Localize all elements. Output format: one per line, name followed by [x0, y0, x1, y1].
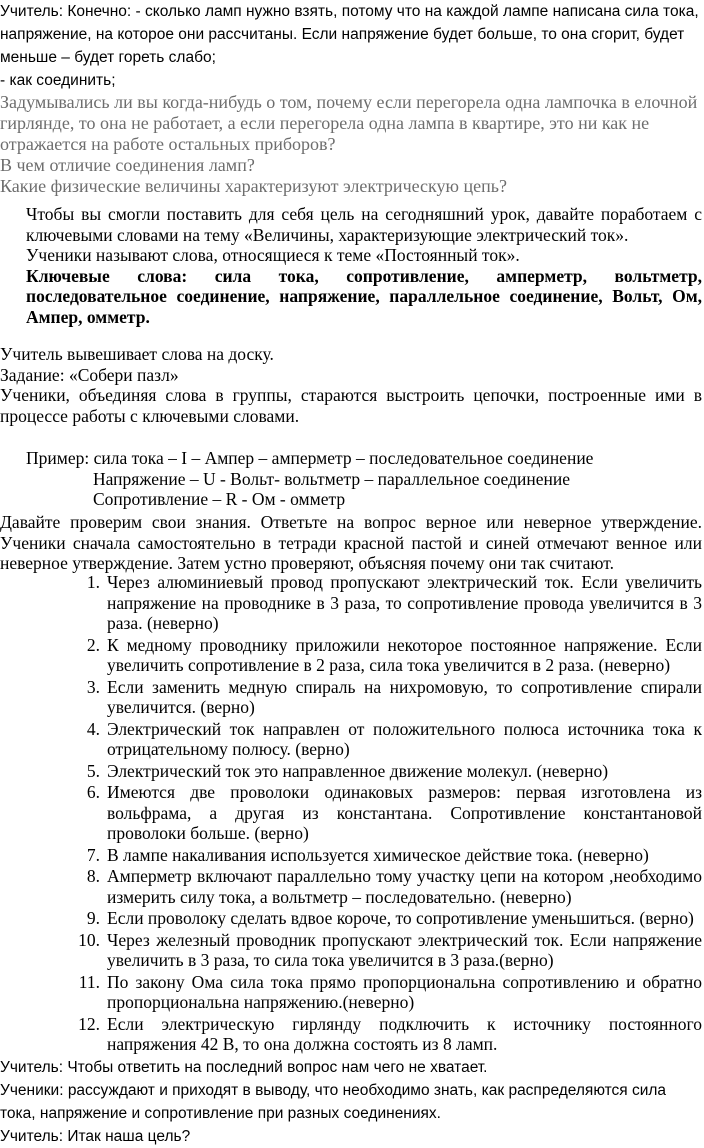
students-paragraph: Ученики называют слова, относящиеся к теме «Постоянный ток».	[26, 245, 520, 265]
statement-item	[0, 972, 704, 1013]
task-block	[0, 344, 702, 426]
statement-item	[0, 866, 704, 907]
keywords-paragraph: Ключевые слова: сила тока, сопротивление, амперметр, вольтметр, последовательное соединение, напряжение, параллельное соединение, Вольт, Ом, Ампер, омметр.	[26, 265, 702, 327]
ending-students-answer: Ученики: рассуждают и приходят в выводу, что необходимо знать, как распределяются сила тока, напряжение и сопротивление при разных соединениях.	[0, 1082, 667, 1122]
question-quantities: Какие физические величины характеризуют электрическую цепь?	[0, 176, 507, 196]
check-block	[0, 512, 702, 574]
statement-text: К медному проводнику приложили некоторое постоянное напряжение. Если увеличить сопротивление в 2 раза, сила тока увеличится в 2 раза. (неверно)	[107, 634, 702, 675]
check-paragraph: Давайте проверим свои знания. Ответьте на вопрос верное или неверное утверждение. Ученики сначала самостоятельно в тетради красной пастой и синей отмечают венное или неверное утверждение. Затем устно проверяют, объясняя почему они так считают.	[0, 512, 702, 573]
teacher-board-line: Учитель вывешивает слова на доску.	[0, 344, 274, 364]
statement-item	[0, 719, 704, 760]
task-description: Ученики, объединяя слова в группы, стараются выстроить цепочки, построенные ими в процессе работы с ключевыми словами.	[0, 385, 702, 426]
task-title: Задание: «Собери пазл»	[0, 364, 179, 385]
statement-item	[0, 782, 704, 844]
statement-number: 11.	[78, 971, 100, 992]
statement-item	[0, 677, 704, 718]
ending-teacher-question: Учитель: Чтобы ответить на последний вопрос нам чего не хватает.	[0, 1059, 488, 1076]
statement-number: 2.	[86, 634, 100, 655]
statement-item	[0, 761, 704, 782]
example-line-current: Пример: сила тока – I – Ампер – амперметр – последовательное соединение	[26, 448, 594, 468]
statement-number: 8.	[86, 866, 100, 886]
statement-number: 9.	[86, 908, 100, 928]
ending-block	[0, 1056, 702, 1148]
statement-item	[0, 635, 704, 676]
statement-item	[0, 572, 704, 634]
statement-text: По закону Ома сила тока прямо пропорциональна сопротивлению и обратно пропорциональна напряжению.(неверно)	[107, 971, 702, 1012]
statement-text: Если электрическую гирлянду подключить к источнику постоянного напряжения 42 В, то она должна состоять из 8 ламп.	[107, 1013, 702, 1054]
ending-teacher-goal: Учитель: Итак наша цель?	[0, 1128, 191, 1145]
statement-text: В лампе накаливания используется химическое действие тока. (неверно)	[107, 844, 649, 865]
statement-item	[0, 845, 704, 866]
statement-item	[0, 908, 704, 929]
goal-block	[0, 204, 704, 327]
statement-text: Если проволоку сделать вдвое короче, то сопротивление уменьшиться. (верно)	[107, 908, 694, 928]
statement-number: 10.	[78, 929, 100, 950]
example-line-voltage: Напряжение – U - Вольт- вольтметр – параллельное соединение	[93, 468, 570, 489]
statement-number: 4.	[86, 718, 100, 739]
example-line-resistance: Сопротивление – R - Ом - омметр	[93, 489, 346, 509]
intro-paragraph: Учитель: Конечно: - сколько ламп нужно взять, потому что на каждой лампе написана сила тока, напряжение, на которое они рассчитаны. Если напряжение будет больше, то она сгорит, будет меньше – будет гореть слабо;	[0, 3, 699, 66]
statement-text: Если заменить медную спираль на нихромовую, то сопротивление спирали увеличится. (верно)	[107, 676, 702, 717]
goal-paragraph: Чтобы вы смогли поставить для себя цель на сегодняшний урок, давайте поработаем с ключевыми словами на тему «Величины, характеризующие электрический ток».	[26, 204, 702, 245]
statement-text: Электрический ток это направленное движение молекул. (неверно)	[107, 760, 609, 781]
statement-text: Амперметр включают параллельно тому участку цепи на котором ,необходимо измерить силу тока, а вольтметр – последовательно. (неверно)	[107, 866, 702, 907]
intro-block	[0, 0, 702, 92]
statement-number: 3.	[86, 676, 100, 697]
questions-block	[0, 92, 700, 197]
statement-text: Электрический ток направлен от положительного полюса источника тока к отрицательному полюсу. (верно)	[107, 718, 702, 759]
statement-text: Через алюминиевый провод пропускают электрический ток. Если увеличить напряжение на проводнике в 3 раза, то сопротивление провода увеличится в 3 раза. (неверно)	[107, 572, 702, 633]
example-block	[0, 448, 704, 510]
question-difference: В чем отличие соединения ламп?	[0, 155, 255, 175]
statement-text: Через железный проводник пропускают электрический ток. Если напряжение увеличить в 3 раза, то сила тока увеличится в 3 раза.(верно)	[107, 929, 702, 970]
statements-list	[0, 572, 704, 1056]
question-garland: Задумывались ли вы когда-нибудь о том, почему если перегорела одна лампочка в елочной гирлянде, то она не работает, а если перегорела одна лампа в квартире, это ни как не отражается на работе остальных приборов?	[0, 92, 698, 154]
statement-number: 1.	[86, 572, 100, 592]
intro-how-to-connect: - как соединить;	[0, 72, 116, 89]
statement-text: Имеются две проволоки одинаковых размеров: первая изготовлена из вольфрама, а другая из константана. Сопротивление константановой проволоки больше. (верно)	[107, 782, 702, 843]
statement-number: 5.	[86, 760, 100, 781]
statement-item	[0, 1014, 704, 1055]
statement-item	[0, 930, 704, 971]
statement-number: 6.	[86, 782, 100, 802]
statement-number: 12.	[78, 1013, 100, 1034]
statement-number: 7.	[86, 844, 100, 865]
